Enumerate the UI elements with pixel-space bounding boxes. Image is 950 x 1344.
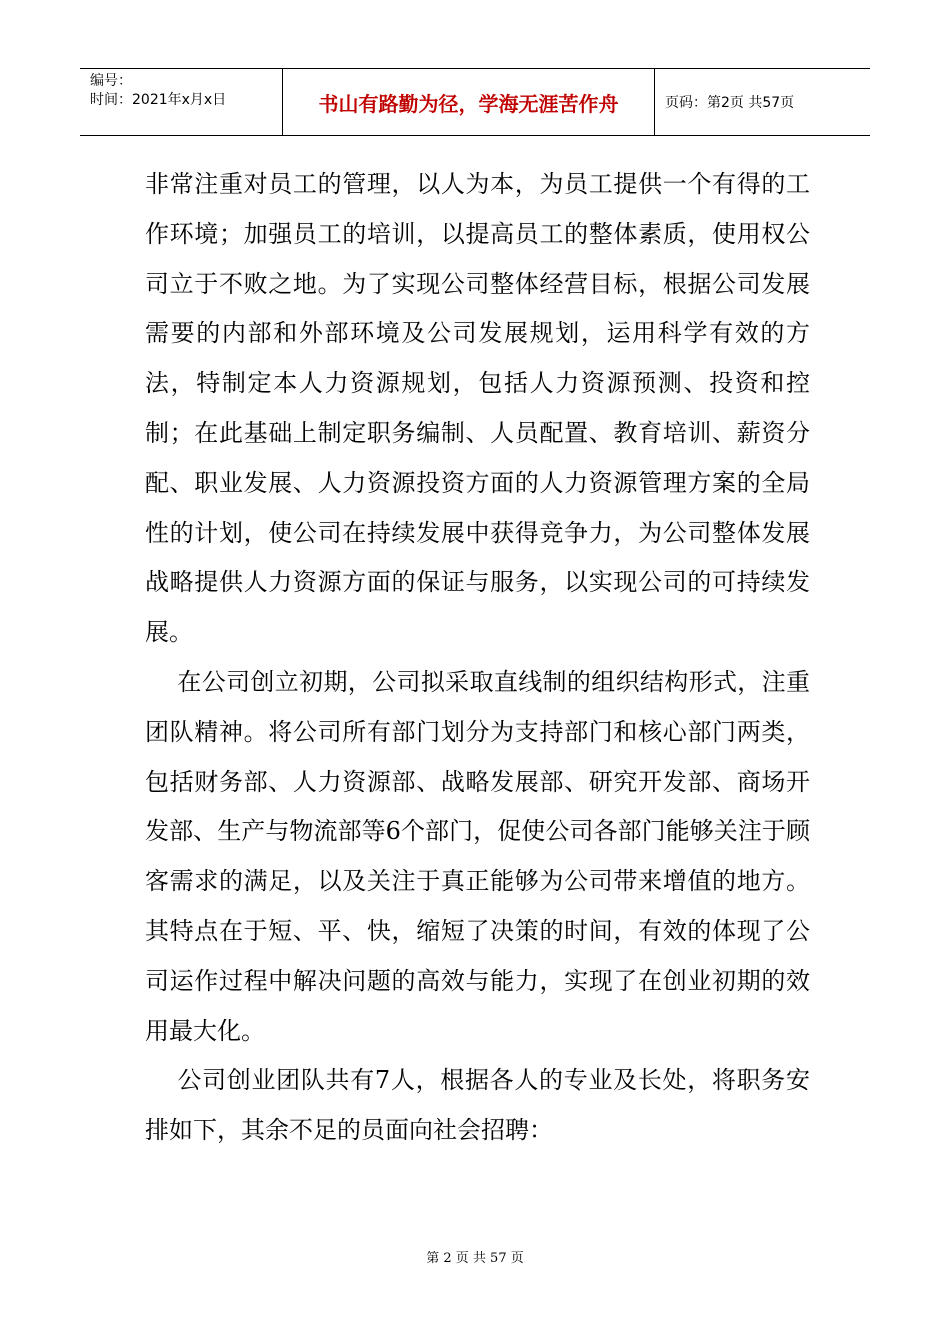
header-page-number: 页码：第2页 共57页 [665,95,795,111]
document-time-label: 时间：2021年x月x日 [90,92,227,108]
document-body [145,160,810,1156]
header-meta [80,69,283,135]
page-header [80,68,870,136]
body-paragraph: 在公司创立初期，公司拟采取直线制的组织结构形式，注重团队精神。将公司所有部门划分为支持部门和核心部门两类，包括财务部、人力资源部、战略发展部、研究开发部、商场开发部、生产与物流部等6个部门，促使公司各部门能够关注于顾客需求的满足，以及关注于真正能够为公司带来增值的地方。其特点在于短、平、快，缩短了决策的时间，有效的体现了公司运作过程中解决问题的高效与能力，实现了在创业初期的效用最大化。 [145,667,810,1045]
page-footer: 第 2 页 共 57 页 [426,1251,524,1266]
document-number-label: 编号： [90,73,132,89]
header-motto: 书山有路勤为径，学海无涯苦作舟 [283,69,655,135]
body-paragraph: 公司创业团队共有7人，根据各人的专业及长处，将职务安排如下，其余不足的员面向社会招聘： [145,1066,810,1145]
body-paragraph: 非常注重对员工的管理，以人为本，为员工提供一个有得的工作环境；加强员工的培训，以提高员工的整体素质，使用权公司立于不败之地。为了实现公司整体经营目标，根据公司发展需要的内部和外部环境及公司发展规划，运用科学有效的方法，特制定本人力资源规划，包括人力资源预测、投资和控制；在此基础上制定职务编制、人员配置、教育培训、薪资分配、职业发展、人力资源投资方面的人力资源管理方案的全局性的计划，使公司在持续发展中获得竞争力，为公司整体发展战略提供人力资源方面的保证与服务，以实现公司的可持续发展。 [145,170,810,647]
